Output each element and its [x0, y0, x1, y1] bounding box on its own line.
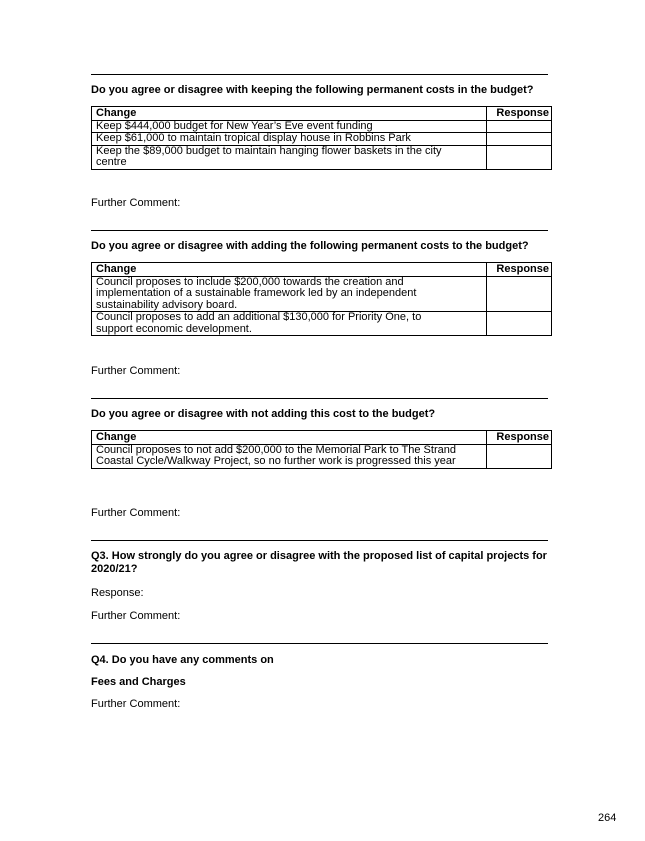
- divider: [91, 398, 548, 399]
- table-row: [92, 120, 552, 133]
- further-comment-label: Further Comment:: [91, 365, 181, 377]
- change-table: [91, 262, 552, 336]
- further-comment-label: Further Comment:: [91, 698, 181, 710]
- question-heading: Do you agree or disagree with keeping the following permanent costs in the budget?: [91, 84, 534, 96]
- divider: [91, 74, 548, 75]
- further-comment-label: Further Comment:: [91, 610, 181, 622]
- further-comment-label: Further Comment:: [91, 507, 181, 519]
- column-header-response: Response: [487, 263, 552, 277]
- change-cell: Keep $444,000 budget for New Year’s Eve event funding: [92, 120, 487, 133]
- table-row: [92, 276, 552, 312]
- change-table: [91, 106, 552, 170]
- change-cell: Keep the $89,000 budget to maintain hanging flower baskets in the city centre: [92, 145, 487, 169]
- response-cell[interactable]: [487, 133, 552, 146]
- change-cell: Council proposes to add an additional $130,000 for Priority One, to support economic development.: [92, 312, 487, 336]
- response-cell[interactable]: [487, 145, 552, 169]
- column-header-response: Response: [487, 107, 552, 121]
- table-row: [92, 444, 552, 468]
- table-row: [92, 133, 552, 146]
- change-cell: Council proposes to include $200,000 towards the creation and implementation of a sustainable framework led by an independent sustainability advisory board.: [92, 276, 487, 312]
- response-cell[interactable]: [487, 120, 552, 133]
- divider: [91, 230, 548, 231]
- column-header-response: Response: [487, 431, 552, 445]
- response-cell[interactable]: [487, 444, 552, 468]
- divider: [91, 540, 548, 541]
- table-row: [92, 145, 552, 169]
- divider: [91, 643, 548, 644]
- column-header-change: Change: [92, 263, 487, 277]
- response-label: Response:: [91, 587, 144, 599]
- question-heading: Do you agree or disagree with not adding this cost to the budget?: [91, 408, 436, 420]
- question-heading: Q4. Do you have any comments on: [91, 654, 274, 666]
- response-cell[interactable]: [487, 312, 552, 336]
- question-heading: Q3. How strongly do you agree or disagree with the proposed list of capital projects for 2020/21?: [91, 550, 547, 575]
- change-table: [91, 430, 552, 469]
- column-header-change: Change: [92, 107, 487, 121]
- change-cell: Keep $61,000 to maintain tropical display house in Robbins Park: [92, 133, 487, 146]
- column-header-change: Change: [92, 431, 487, 445]
- table-row: [92, 312, 552, 336]
- response-cell[interactable]: [487, 276, 552, 312]
- page-number: 264: [598, 812, 617, 824]
- change-cell: Council proposes to not add $200,000 to the Memorial Park to The Strand Coastal Cycle/Walkway Project, so no further work is progressed this year: [92, 444, 487, 468]
- further-comment-label: Further Comment:: [91, 197, 181, 209]
- question-heading: Do you agree or disagree with adding the following permanent costs to the budget?: [91, 240, 529, 252]
- subheading: Fees and Charges: [91, 676, 186, 688]
